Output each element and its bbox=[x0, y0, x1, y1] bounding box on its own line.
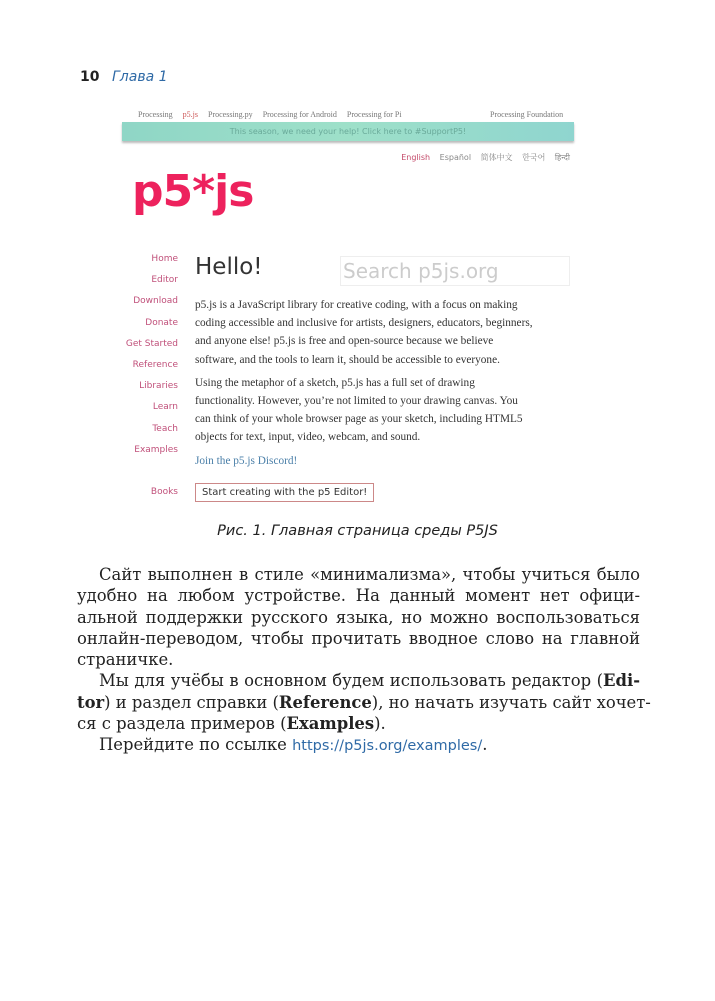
lang-english[interactable]: English bbox=[401, 153, 431, 162]
lang-spanish[interactable]: Español bbox=[439, 153, 472, 162]
examples-link[interactable]: https://p5js.org/examples/ bbox=[292, 738, 483, 755]
sidebar-item-learn[interactable]: Learn bbox=[152, 402, 178, 413]
text-line: страничке. bbox=[77, 650, 174, 670]
bold-term: Examples bbox=[286, 714, 375, 734]
bold-term: Edi- bbox=[603, 671, 640, 691]
intro-paragraph-1 bbox=[195, 296, 575, 369]
text-line: онлайн-переводом, чтобы прочитать вводное слово на главной bbox=[77, 628, 640, 648]
text-segment: ), но начать изучать сайт хочет- bbox=[371, 692, 651, 712]
start-editor-button[interactable]: Start creating with the p5 Editor! bbox=[195, 483, 374, 502]
chapter-title: Глава 1 bbox=[112, 69, 168, 85]
support-banner[interactable]: This season, we need your help! Click here to #SupportP5! bbox=[122, 122, 574, 141]
text-segment: Перейдите по ссылке bbox=[99, 735, 293, 755]
text-line: can think of your whole browser page as your sketch, including HTML5 bbox=[195, 413, 523, 426]
text-segment: Мы для учёбы в основном будем использовать редактор ( bbox=[99, 671, 604, 691]
nav-processing-pi[interactable]: Processing for Pi bbox=[346, 110, 402, 119]
lang-hindi[interactable]: हिन्दी bbox=[554, 153, 570, 162]
text-line: удобно на любом устройстве. На данный момент нет офици- bbox=[77, 586, 640, 606]
intro-text bbox=[195, 296, 575, 475]
text-segment: ). bbox=[374, 714, 386, 734]
body-text bbox=[77, 564, 651, 758]
sidebar-item-donate[interactable]: Donate bbox=[145, 317, 178, 328]
sidebar-item-books[interactable]: Books bbox=[150, 487, 178, 497]
lang-korean[interactable]: 한국어 bbox=[522, 153, 546, 162]
nav-processing-android[interactable]: Processing for Android bbox=[262, 110, 337, 119]
text-line: альной поддержки русского языка, но можно воспользоваться bbox=[77, 607, 640, 627]
p5js-logo[interactable]: p5*js bbox=[132, 166, 254, 217]
sidebar-item-examples[interactable]: Examples bbox=[134, 444, 178, 455]
text-line bbox=[77, 713, 640, 734]
sidebar-item-home[interactable]: Home bbox=[151, 254, 178, 264]
text-line: objects for text, input, video, webcam, and sound. bbox=[195, 431, 421, 444]
text-line: p5.js is a JavaScript library for creative coding, with a focus on making bbox=[195, 299, 518, 311]
bold-term: Reference bbox=[278, 692, 372, 712]
sidebar-item-libraries[interactable]: Libraries bbox=[139, 381, 178, 392]
text-line: Using the metaphor of a sketch, p5.js has a full set of drawing bbox=[195, 376, 475, 389]
page-number: 10 bbox=[80, 69, 100, 85]
nav-processing-foundation[interactable]: Processing Foundation bbox=[490, 110, 564, 119]
sidebar-item-editor[interactable]: Editor bbox=[151, 275, 178, 286]
sidebar bbox=[120, 254, 178, 466]
sidebar-item-reference[interactable]: Reference bbox=[132, 359, 178, 370]
lang-chinese[interactable]: 简体中文 bbox=[480, 153, 513, 162]
sidebar-item-download[interactable]: Download bbox=[133, 296, 178, 307]
nav-processing-py[interactable]: Processing.py bbox=[208, 110, 253, 119]
discord-link[interactable]: Join the p5.js Discord! bbox=[195, 454, 298, 467]
top-nav bbox=[138, 110, 410, 119]
text-line: and anyone else! p5.js is free and open-source because we believe bbox=[195, 335, 494, 348]
text-segment: . bbox=[482, 735, 488, 755]
text-line: coding accessible and inclusive for artists, designers, educators, beginners, bbox=[195, 317, 533, 330]
nav-p5js[interactable]: p5.js bbox=[182, 110, 199, 119]
text-line: functionality. However, you’re not limited to your drawing canvas. You bbox=[195, 395, 518, 408]
p5js-homepage-screenshot bbox=[120, 104, 578, 514]
intro-paragraph-2 bbox=[195, 374, 575, 447]
nav-processing[interactable]: Processing bbox=[138, 110, 173, 119]
text-line bbox=[77, 670, 640, 691]
search-input[interactable]: Search p5js.org bbox=[340, 256, 570, 286]
text-line: software, and the tools to learn it, should be accessible to everyone. bbox=[195, 353, 500, 366]
sidebar-item-get-started[interactable]: Get Started bbox=[125, 338, 178, 349]
bold-term: tor bbox=[77, 692, 105, 712]
figure-caption: Рис. 1. Главная страница среды P5JS bbox=[217, 523, 498, 539]
sidebar-item-teach[interactable]: Teach bbox=[152, 423, 178, 434]
text-line bbox=[77, 734, 640, 757]
text-line: Сайт выполнен в стиле «минимализма», чтобы учиться было bbox=[99, 565, 640, 584]
language-selector bbox=[394, 152, 570, 163]
text-line bbox=[77, 692, 651, 713]
hello-heading: Hello! bbox=[195, 254, 263, 280]
text-segment: ся с раздела примеров ( bbox=[77, 714, 287, 734]
text-segment: ) и раздел справки ( bbox=[104, 692, 279, 712]
